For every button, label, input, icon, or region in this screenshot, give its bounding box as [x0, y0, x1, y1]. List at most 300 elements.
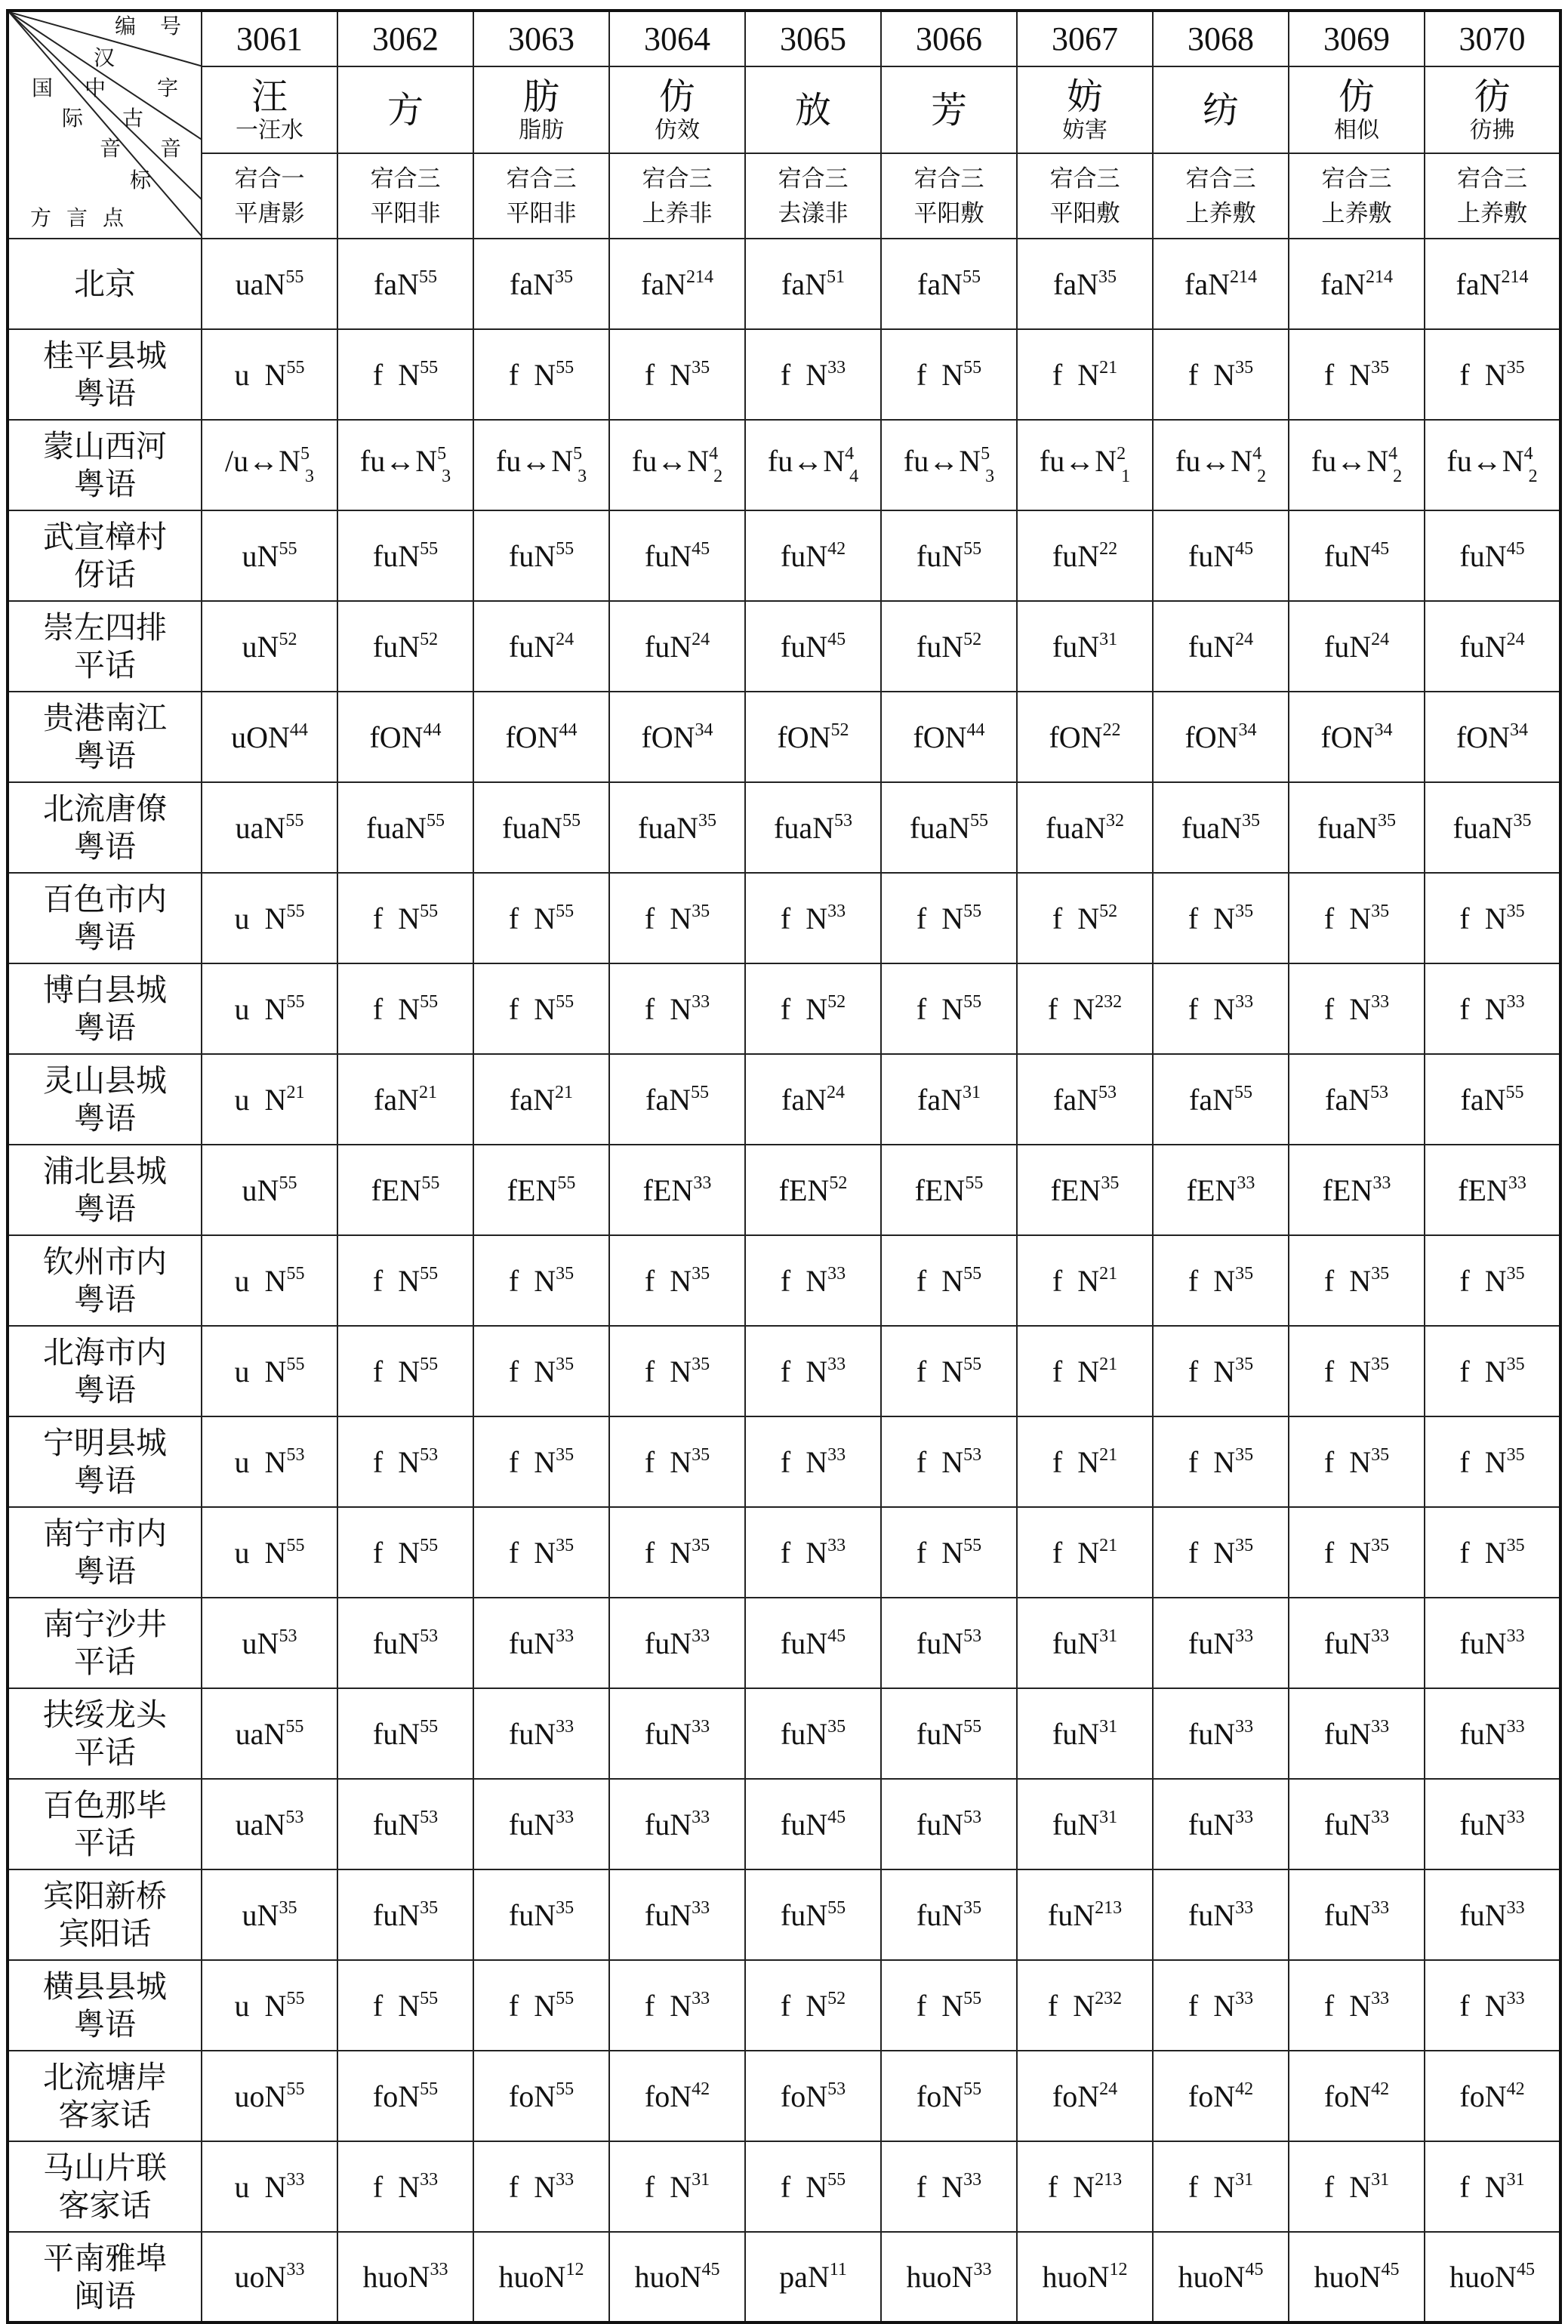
tone-value: 32 — [1105, 810, 1124, 831]
pronunciation-cell — [1153, 2141, 1289, 2232]
ipa-syllable: fON — [1184, 720, 1239, 754]
han-character: 彷 — [1474, 75, 1511, 118]
ipa-syllable: f N — [372, 1263, 420, 1298]
tone-value: 44 — [966, 720, 985, 740]
tone-value: 45 — [827, 629, 846, 649]
tone-value: 35 — [556, 1444, 575, 1465]
pronunciation-cell — [1153, 1598, 1289, 1688]
pronunciation-cell — [473, 2051, 609, 2141]
pronunciation-cell — [1017, 1869, 1153, 1960]
han-character: 纺 — [1202, 88, 1239, 131]
tone-value: 45 — [1245, 2260, 1264, 2279]
middle-chinese-cell — [745, 153, 881, 239]
tone-value: 53 — [963, 1807, 982, 1827]
tone-value: 55 — [286, 357, 305, 378]
tone-value: 55 — [827, 2169, 846, 2190]
pronunciation-cell — [473, 692, 609, 782]
ipa-syllable: fuN — [644, 538, 692, 573]
ipa-syllable: foN — [916, 2079, 964, 2113]
tone-value: 35 — [1235, 1535, 1254, 1555]
location-name: 扶绥龙头 — [43, 1697, 167, 1733]
ipa-syllable: faN — [510, 267, 555, 301]
tone-value: 12 — [565, 2260, 584, 2279]
tone-value: 33 — [1371, 1626, 1390, 1646]
table-row — [8, 2051, 1560, 2141]
pronunciation-cell — [1289, 1688, 1425, 1779]
tone-value: 55 — [562, 810, 581, 831]
ipa-syllable: faN — [645, 1082, 691, 1117]
tone-value: 24 — [1235, 629, 1254, 649]
ipa-syllable: f N — [780, 1263, 828, 1298]
pronunciation-cell — [1425, 1326, 1560, 1416]
ipa-syllable: faN — [781, 267, 827, 301]
pronunciation-cell — [881, 1235, 1017, 1326]
ipa-syllable: fuN — [916, 1807, 964, 1842]
dialect-location-cell — [8, 2141, 202, 2232]
tone-value: 35 — [692, 357, 710, 378]
dialect-location-cell — [8, 2051, 202, 2141]
ipa-syllable: fON — [913, 720, 967, 754]
table-row — [8, 239, 1560, 329]
ipa-syllable: huoN — [1042, 2260, 1110, 2294]
pronunciation-cell — [609, 1960, 745, 2051]
header-character-row — [8, 66, 1560, 154]
tone-value: 53 — [420, 1626, 439, 1646]
ipa-syllable: fu↔N — [631, 444, 710, 478]
mc-category: 宕合三 — [642, 165, 713, 193]
tone-value: 31 — [1099, 1807, 1118, 1827]
ipa-syllable: foN — [1459, 2079, 1507, 2113]
ipa-syllable: fuN — [1188, 1807, 1236, 1842]
dialect-type: 粤语 — [74, 375, 136, 411]
tone-value: 42 — [1235, 2079, 1254, 2099]
tone-value: 55 — [286, 901, 305, 921]
pronunciation-cell — [473, 1960, 609, 2051]
ipa-syllable: fuN — [1047, 1897, 1095, 1932]
pronunciation-cell — [745, 2232, 881, 2322]
location-name: 贵港南江 — [43, 700, 167, 736]
tone-value: 35 — [554, 267, 573, 287]
tone-value: 55 — [556, 357, 575, 378]
pronunciation-cell — [1153, 2232, 1289, 2322]
location-name: 百色市内 — [43, 881, 167, 917]
tone-value: 35 — [1371, 1535, 1390, 1555]
pronunciation-cell — [881, 1054, 1017, 1145]
pronunciation-cell — [202, 1235, 337, 1326]
char-cell — [1425, 66, 1560, 154]
ipa-syllable: fEN — [914, 1173, 966, 1207]
pronunciation-cell — [1289, 601, 1425, 692]
ipa-syllable: fEN — [1186, 1173, 1237, 1207]
char-number: 3062 — [337, 11, 473, 66]
ipa-syllable: u N — [234, 1263, 287, 1298]
pronunciation-cell — [1425, 1688, 1560, 1779]
dialect-location-cell — [8, 873, 202, 963]
tone-value: 44 — [289, 720, 308, 740]
table-row — [8, 1779, 1560, 1869]
tone-value: 33 — [692, 1807, 710, 1827]
tone-value: 35 — [692, 1535, 710, 1555]
tone-value: 34 — [1510, 720, 1529, 740]
pronunciation-cell — [1017, 1054, 1153, 1145]
pronunciation-cell — [745, 1416, 881, 1507]
pronunciation-cell — [881, 1145, 1017, 1235]
table-row — [8, 601, 1560, 692]
tone-value: 45 — [1516, 2260, 1535, 2279]
ipa-syllable: paN — [779, 2260, 830, 2294]
tone-value: 55 — [827, 1897, 846, 1918]
pronunciation-cell — [473, 1507, 609, 1598]
ipa-syllable: huoN — [1449, 2260, 1517, 2294]
dialect-type: 平话 — [74, 1734, 136, 1771]
tone-value: 35 — [420, 1897, 439, 1918]
ipa-syllable: fuN — [1323, 1807, 1372, 1842]
dialect-location-cell — [8, 1145, 202, 1235]
ipa-syllable: fuN — [508, 538, 556, 573]
header-number-row — [8, 11, 1560, 66]
pronunciation-cell — [1425, 2051, 1560, 2141]
ipa-syllable: fu↔N — [359, 444, 438, 478]
pronunciation-cell — [1289, 420, 1425, 510]
tone-subscript: 1 — [1121, 467, 1131, 486]
pronunciation-cell — [473, 1598, 609, 1688]
tone-value: 33 — [827, 901, 846, 921]
ipa-syllable: u N — [234, 1082, 287, 1117]
mc-initial: 上养敷 — [1321, 199, 1392, 227]
mc-initial: 上养敷 — [1185, 199, 1256, 227]
tone-value: 45 — [827, 1807, 846, 1827]
tone-value: 22 — [1099, 538, 1118, 559]
ipa-syllable: fuaN — [1452, 810, 1514, 845]
pronunciation-cell — [881, 239, 1017, 329]
ipa-syllable: faN — [1053, 1082, 1098, 1117]
pronunciation-cell — [1289, 329, 1425, 420]
ipa-syllable: fuN — [372, 1716, 420, 1751]
ipa-syllable: huoN — [362, 2260, 430, 2294]
dialect-type: 粤语 — [74, 1281, 136, 1318]
tone-value: 33 — [1237, 1173, 1255, 1193]
ipa-syllable: uaN — [235, 267, 286, 301]
dialect-location-cell — [8, 782, 202, 873]
pronunciation-cell — [202, 1326, 337, 1416]
ipa-syllable: faN — [917, 267, 963, 301]
tone-value: 21 — [418, 1082, 437, 1102]
tone-value: 33 — [827, 1263, 846, 1284]
pronunciation-cell — [745, 1960, 881, 2051]
ipa-syllable: fuN — [1188, 629, 1236, 664]
tone-value: 55 — [286, 1535, 305, 1555]
tone-value: 12 — [1109, 2260, 1128, 2279]
pronunciation-cell — [1289, 1507, 1425, 1598]
pronunciation-cell — [202, 2051, 337, 2141]
pronunciation-cell — [473, 873, 609, 963]
ipa-syllable: fON — [641, 720, 695, 754]
pronunciation-cell — [1017, 1688, 1153, 1779]
ipa-syllable: fuN — [644, 629, 692, 664]
pronunciation-cell — [337, 329, 473, 420]
tone-value: 33 — [692, 991, 710, 1012]
tone-value: 55 — [426, 810, 445, 831]
tone-value: 4 — [709, 444, 719, 464]
tone-value: 55 — [420, 1354, 439, 1374]
tone-value: 35 — [692, 1354, 710, 1374]
corner-label: 国 — [32, 76, 54, 100]
pronunciation-cell — [745, 1145, 881, 1235]
ipa-syllable: fuaN — [1181, 810, 1242, 845]
tone-subscript: 3 — [985, 467, 995, 486]
char-example: 脂肪 — [519, 116, 564, 143]
pronunciation-cell — [337, 1054, 473, 1145]
table-row — [8, 1688, 1560, 1779]
tone-value: 35 — [1235, 901, 1254, 921]
pronunciation-cell — [881, 329, 1017, 420]
ipa-syllable: f N — [508, 1535, 556, 1570]
tone-value: 33 — [1235, 1807, 1254, 1827]
tone-value: 45 — [692, 538, 710, 559]
ipa-syllable: foN — [508, 2079, 556, 2113]
tone-value: 52 — [829, 1173, 848, 1193]
dialect-rows — [8, 239, 1560, 2322]
pronunciation-cell — [1153, 601, 1289, 692]
ipa-syllable: fuN — [1052, 1626, 1100, 1660]
pronunciation-cell — [609, 1688, 745, 1779]
pronunciation-cell — [202, 1960, 337, 2051]
ipa-syllable: huoN — [634, 2260, 702, 2294]
pronunciation-cell — [1425, 873, 1560, 963]
pronunciation-cell — [337, 601, 473, 692]
pronunciation-cell — [609, 1145, 745, 1235]
tone-value: 53 — [420, 1807, 439, 1827]
tone-value: 53 — [963, 1444, 982, 1465]
pronunciation-cell — [1425, 963, 1560, 1054]
table-row — [8, 873, 1560, 963]
han-character: 仿 — [1338, 75, 1375, 118]
ipa-syllable: fEN — [778, 1173, 830, 1207]
pronunciation-cell — [881, 2051, 1017, 2141]
middle-chinese-cell — [609, 153, 745, 239]
tone-value: 45 — [701, 2260, 720, 2279]
tone-value: 34 — [1238, 720, 1257, 740]
pronunciation-cell — [202, 692, 337, 782]
tone-value: 33 — [693, 1173, 712, 1193]
location-name: 桂平县城 — [43, 338, 167, 374]
tone-value: 31 — [692, 2169, 710, 2190]
dialect-pronunciation-table — [6, 9, 1562, 2324]
ipa-syllable: faN — [374, 267, 419, 301]
tone-value: 55 — [285, 810, 304, 831]
dialect-type: 粤语 — [74, 1463, 136, 1499]
tone-value: 33 — [692, 1716, 710, 1737]
ipa-syllable: fEN — [371, 1173, 422, 1207]
han-character: 肪 — [522, 75, 559, 118]
ipa-syllable: foN — [1052, 2079, 1100, 2113]
pronunciation-cell — [609, 963, 745, 1054]
ipa-syllable: f N — [780, 991, 828, 1026]
tone-value: 35 — [556, 1535, 575, 1555]
char-example: 一汪水 — [236, 116, 303, 143]
corner-diagonals — [9, 12, 202, 238]
mc-initial: 上养敷 — [1457, 199, 1527, 227]
dialect-type: 闽语 — [74, 2277, 136, 2314]
ipa-syllable: fuN — [1323, 1897, 1372, 1932]
pronunciation-cell — [609, 239, 745, 329]
location-name: 马山片联 — [43, 2150, 167, 2186]
ipa-syllable: f N — [508, 2169, 556, 2204]
ipa-syllable: f N — [1052, 1263, 1100, 1298]
tone-value: 33 — [286, 2260, 305, 2279]
location-name: 南宁市内 — [43, 1515, 167, 1552]
corner-label: 字 — [157, 76, 179, 100]
tone-value: 53 — [279, 1626, 297, 1646]
char-number: 3067 — [1017, 11, 1153, 66]
mc-initial: 去漾非 — [778, 199, 849, 227]
pronunciation-cell — [1289, 2051, 1425, 2141]
corner-label: 古 — [122, 106, 144, 131]
tone-value: 55 — [963, 991, 982, 1012]
ipa-syllable: uON — [231, 720, 290, 754]
ipa-syllable: fuN — [780, 538, 828, 573]
pronunciation-cell — [609, 692, 745, 782]
table-row — [8, 420, 1560, 510]
ipa-syllable: f N — [1323, 1988, 1372, 2023]
pronunciation-cell — [1153, 1779, 1289, 1869]
tone-value: 55 — [963, 357, 982, 378]
char-cell — [202, 66, 337, 154]
pronunciation-cell — [881, 1326, 1017, 1416]
tone-value: 33 — [420, 2169, 439, 2190]
pronunciation-cell — [1017, 1507, 1153, 1598]
tone-value: 33 — [556, 1626, 575, 1646]
tone-value: 45 — [1235, 538, 1254, 559]
tone-value: 4 — [1252, 444, 1262, 464]
corner-label: 音 — [160, 136, 182, 161]
ipa-syllable: fON — [505, 720, 559, 754]
pronunciation-cell — [473, 1416, 609, 1507]
ipa-syllable: uaN — [235, 810, 286, 845]
tone-value: 55 — [1234, 1082, 1252, 1102]
table-row — [8, 2141, 1560, 2232]
ipa-syllable: f N — [1188, 991, 1236, 1026]
dialect-type: 粤语 — [74, 1553, 136, 1589]
mc-category: 宕合三 — [1321, 165, 1392, 193]
tone-value: 5 — [300, 444, 310, 464]
tone-value: 34 — [1374, 720, 1393, 740]
tone-value: 5 — [437, 444, 447, 464]
han-character: 妨 — [1066, 75, 1103, 118]
pronunciation-cell — [881, 873, 1017, 963]
pronunciation-cell — [337, 692, 473, 782]
ipa-syllable: f N — [1459, 1354, 1507, 1389]
tone-value: 45 — [1381, 2260, 1400, 2279]
ipa-syllable: f N — [1188, 1988, 1236, 2023]
tone-value: 55 — [418, 267, 437, 287]
pronunciation-cell — [1425, 420, 1560, 510]
pronunciation-cell — [1017, 239, 1153, 329]
tone-value: 55 — [279, 538, 297, 559]
tone-value: 35 — [827, 1716, 846, 1737]
pronunciation-cell — [1425, 510, 1560, 601]
tone-value: 31 — [1371, 2169, 1390, 2190]
pronunciation-cell — [202, 510, 337, 601]
pronunciation-cell — [1153, 420, 1289, 510]
pronunciation-cell — [202, 601, 337, 692]
table-row — [8, 1598, 1560, 1688]
ipa-syllable: f N — [1052, 1444, 1100, 1479]
ipa-syllable: f N — [644, 991, 692, 1026]
pronunciation-cell — [1425, 601, 1560, 692]
location-name: 灵山县城 — [43, 1062, 167, 1099]
pronunciation-cell — [745, 1235, 881, 1326]
tone-value: 33 — [1235, 991, 1254, 1012]
pronunciation-cell — [745, 1869, 881, 1960]
pronunciation-cell — [1153, 782, 1289, 873]
pronunciation-cell — [609, 1416, 745, 1507]
tone-value: 34 — [695, 720, 713, 740]
pronunciation-cell — [337, 1960, 473, 2051]
mc-initial: 平阳敷 — [913, 199, 984, 227]
pronunciation-cell — [202, 1145, 337, 1235]
ipa-syllable: fuaN — [1046, 810, 1106, 845]
ipa-syllable: fEN — [642, 1173, 694, 1207]
pronunciation-cell — [473, 601, 609, 692]
tone-value: 35 — [1506, 1354, 1525, 1374]
tone-value: 53 — [963, 1626, 982, 1646]
location-name: 武宣樟村 — [43, 519, 167, 555]
ipa-syllable: fuaN — [638, 810, 698, 845]
ipa-syllable: fuN — [508, 1807, 556, 1842]
ipa-syllable: f N — [644, 901, 692, 935]
tone-value: 33 — [1372, 1173, 1391, 1193]
ipa-syllable: f N — [916, 357, 964, 392]
tone-value: 55 — [969, 810, 988, 831]
tone-value: 33 — [430, 2260, 448, 2279]
tone-value: 35 — [692, 901, 710, 921]
tone-value: 35 — [1506, 1444, 1525, 1465]
ipa-syllable: fuN — [508, 1897, 556, 1932]
pronunciation-cell — [202, 2141, 337, 2232]
pronunciation-cell — [1017, 692, 1153, 782]
tone-value: 35 — [556, 1263, 575, 1284]
tone-value: 55 — [420, 357, 439, 378]
ipa-syllable: fEN — [1458, 1173, 1508, 1207]
tone-value: 55 — [690, 1082, 709, 1102]
char-number: 3068 — [1153, 11, 1289, 66]
tone-value: 24 — [1371, 629, 1390, 649]
tone-value: 55 — [556, 538, 575, 559]
ipa-syllable: fuaN — [1317, 810, 1378, 845]
tone-value: 45 — [1506, 538, 1525, 559]
char-example: 妨害 — [1062, 116, 1107, 143]
pronunciation-cell — [745, 1326, 881, 1416]
pronunciation-cell — [1425, 2141, 1560, 2232]
char-cell — [1153, 66, 1289, 154]
pronunciation-cell — [881, 420, 1017, 510]
tone-value: 33 — [556, 2169, 575, 2190]
table-row — [8, 1960, 1560, 2051]
pronunciation-cell — [337, 239, 473, 329]
pronunciation-cell — [1017, 1326, 1153, 1416]
pronunciation-cell — [337, 1688, 473, 1779]
ipa-syllable: u N — [234, 2169, 287, 2204]
dialect-location-cell — [8, 239, 202, 329]
ipa-syllable: f N — [1459, 1535, 1507, 1570]
location-name: 北流唐僚 — [43, 791, 167, 827]
pronunciation-cell — [609, 1054, 745, 1145]
pronunciation-cell — [473, 1235, 609, 1326]
tone-value: 35 — [692, 1263, 710, 1284]
ipa-syllable: fuN — [780, 1626, 828, 1660]
tone-value: 33 — [692, 1988, 710, 2008]
